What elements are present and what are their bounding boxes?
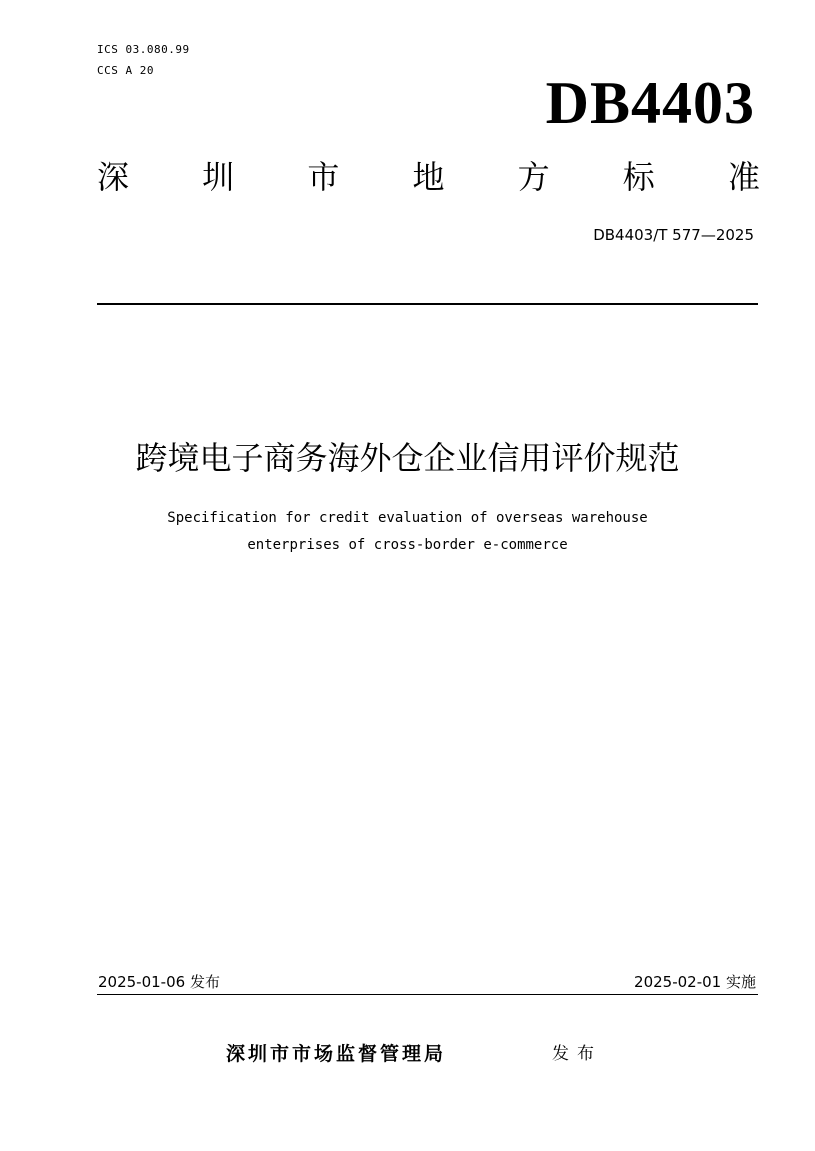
issue-date: 2025-01-06 发布 [98, 973, 220, 991]
document-title-en-line2: enterprises of cross-border e-commerce [247, 537, 568, 553]
standard-type-heading [97, 157, 760, 197]
issuing-authority: 深圳市市场监督管理局 [226, 1043, 447, 1065]
implementation-date: 2025-02-01 实施 [634, 973, 756, 991]
standard-type-char: 深 [97, 158, 130, 196]
standard-type-char: 圳 [202, 158, 235, 196]
ccs-code: CCS A 20 [97, 64, 154, 77]
document-title-en-line1: Specification for credit evaluation of overseas warehouse [167, 510, 648, 526]
standard-code-logo: DB4403 [545, 70, 755, 136]
bottom-divider [97, 994, 758, 995]
standard-type-char: 准 [727, 158, 760, 196]
standard-type-char: 方 [517, 158, 550, 196]
issue-label: 发布 [552, 1044, 602, 1064]
ics-code: ICS 03.080.99 [97, 43, 190, 56]
top-divider [97, 303, 758, 305]
standard-type-char: 标 [622, 158, 655, 196]
standard-type-char: 地 [412, 158, 445, 196]
standard-number: DB4403/T 577—2025 [593, 226, 754, 244]
standard-type-char: 市 [307, 158, 340, 196]
document-title-zh: 跨境电子商务海外仓企业信用评价规范 [135, 439, 680, 477]
